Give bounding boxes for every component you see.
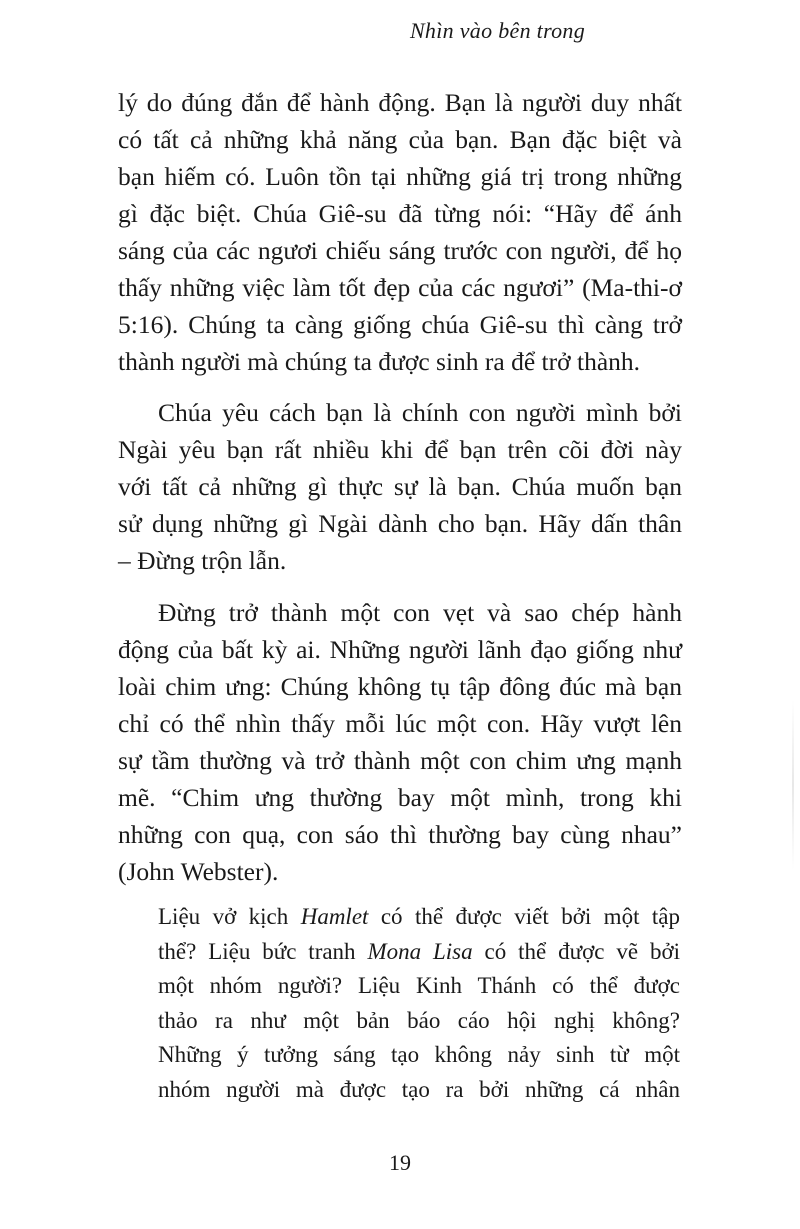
text-line: mẽ. “Chim ưng thường bay một mình, trong khi xyxy=(118,783,682,812)
quote-line: nhóm người mà được tạo ra bởi những cá nhân xyxy=(158,1076,680,1102)
running-head xyxy=(0,18,800,44)
quote-text: có thể được viết bởi một tập xyxy=(368,904,680,929)
text-line: bạn hiếm có. Luôn tồn tại những giá trị trong những xyxy=(118,162,682,191)
page-number-text: 19 xyxy=(389,1150,411,1175)
text-line: lý do đúng đắn để hành động. Bạn là người duy nhất xyxy=(118,88,682,117)
quote-line xyxy=(158,935,680,970)
text-line: sự tầm thường và trở thành một con chim ưng mạnh xyxy=(118,746,682,775)
title-hamlet: Hamlet xyxy=(300,904,369,929)
text-line: – Đừng trộn lẫn. xyxy=(118,546,287,575)
scan-shadow xyxy=(792,700,794,870)
quote-line: thảo ra như một bản báo cáo hội nghị không? xyxy=(158,1007,680,1033)
text-line: 5:16). Chúng ta càng giống chúa Giê-su thì càng trở xyxy=(118,310,682,339)
block-quote xyxy=(158,900,680,1107)
text-line: Đừng trở thành một con vẹt và sao chép hành xyxy=(158,598,682,627)
quote-text: có thể được vẽ bởi xyxy=(472,938,680,964)
text-line: sử dụng những gì Ngài dành cho bạn. Hãy dấn thân xyxy=(118,509,682,538)
text-line: gì đặc biệt. Chúa Giê-su đã từng nói: “Hãy để ánh xyxy=(118,199,682,228)
running-head-text: Nhìn vào bên trong xyxy=(409,18,586,43)
text-line: chỉ có thể nhìn thấy mỗi lúc một con. Hãy vượt lên xyxy=(118,709,682,738)
text-line: sáng của các ngươi chiếu sáng trước con người, để họ xyxy=(118,236,682,265)
text-line: thành người mà chúng ta được sinh ra để trở thành. xyxy=(118,347,641,376)
text-line: Ngài yêu bạn rất nhiều khi để bạn trên cõi đời này xyxy=(118,435,682,464)
quote-text: thể? Liệu bức tranh xyxy=(158,938,368,964)
title-mona-lisa: Mona Lisa xyxy=(367,938,473,964)
text-line: (John Webster). xyxy=(118,857,279,886)
text-line: với tất cả những gì thực sự là bạn. Chúa muốn bạn xyxy=(118,472,682,501)
text-line: Chúa yêu cách bạn là chính con người mình bởi xyxy=(158,398,682,427)
quote-line: Những ý tưởng sáng tạo không nảy sinh từ một xyxy=(158,1042,680,1067)
page-number xyxy=(0,1150,800,1176)
quote-line: một nhóm người? Liệu Kinh Thánh có thể được xyxy=(158,973,680,998)
paragraph-1 xyxy=(118,84,682,380)
quote-line xyxy=(158,900,680,935)
text-line: động của bất kỳ ai. Những người lãnh đạo giống như xyxy=(118,635,682,664)
paragraph-2 xyxy=(118,394,682,579)
quote-text: Liệu vở kịch xyxy=(158,904,301,929)
text-line: có tất cả những khả năng của bạn. Bạn đặc biệt và xyxy=(118,125,682,154)
text-line: loài chim ưng: Chúng không tụ tập đông đúc mà bạn xyxy=(118,672,682,701)
paragraph-3 xyxy=(118,594,682,890)
text-line: thấy những việc làm tốt đẹp của các ngươi” (Ma-thi-ơ xyxy=(118,273,682,302)
text-line: những con quạ, con sáo thì thường bay cùng nhau” xyxy=(118,820,682,849)
